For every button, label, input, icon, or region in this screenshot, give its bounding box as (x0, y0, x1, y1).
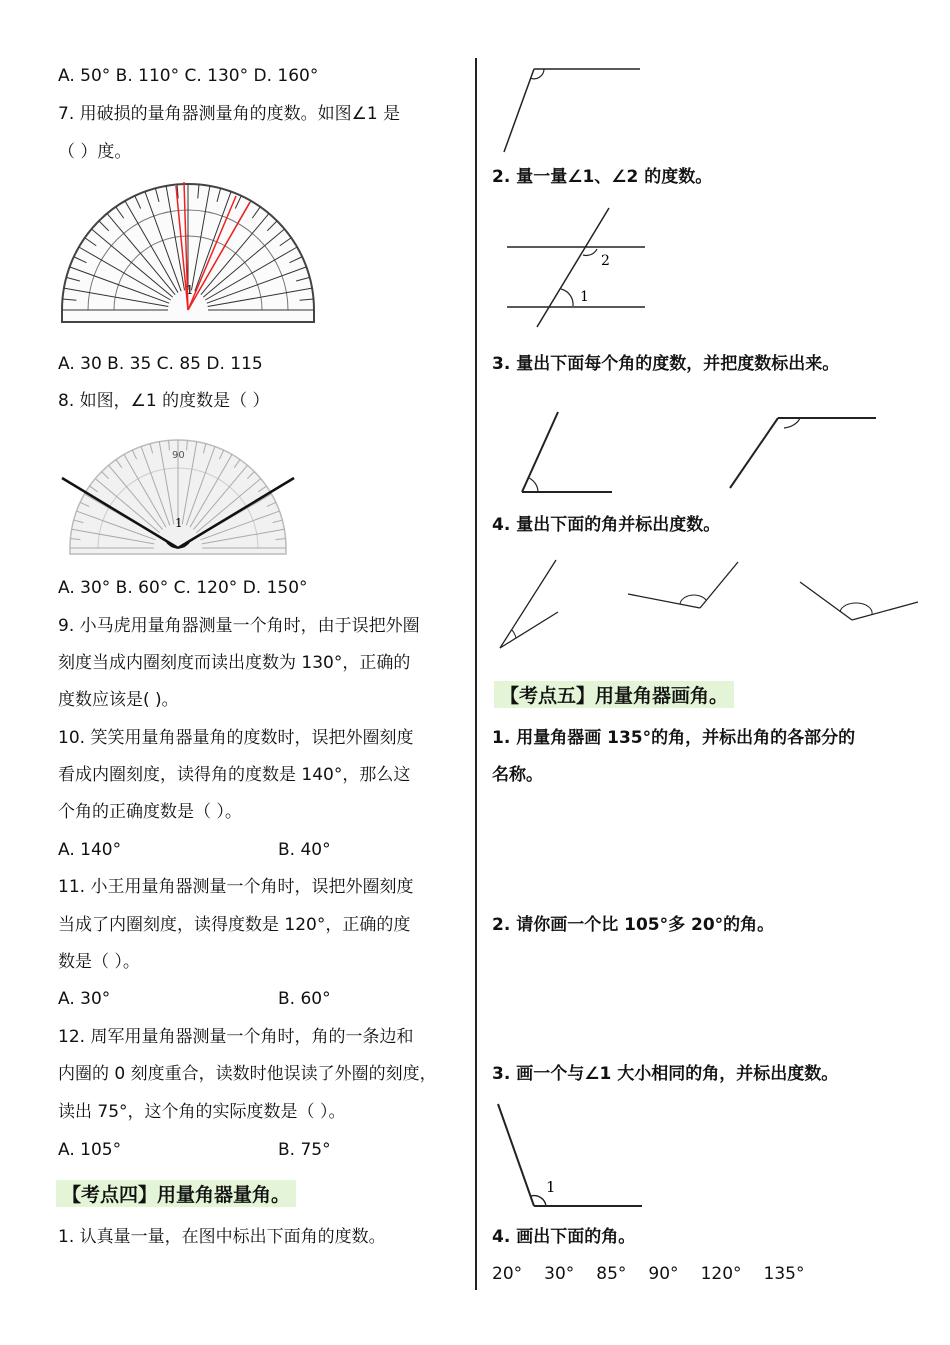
s4-q2-angle-1-label: 1 (580, 289, 589, 305)
s5-q1-line1: 1. 用量角器画 135°的角，并标出角的各部分的 (492, 728, 856, 748)
q9-line2: 刻度当成内圈刻度而读出度数为 130°，正确的 (58, 653, 411, 673)
q7-text-line1: 7. 用破损的量角器测量角的度数。如图∠1 是 (58, 104, 401, 124)
q8-angle-label: 1 (175, 516, 183, 530)
q11-option-b: B. 60° (278, 989, 331, 1009)
q12-line1: 12. 周军用量角器测量一个角时，角的一条边和 (58, 1027, 414, 1047)
q12-option-a: A. 105° (58, 1140, 122, 1160)
s5-q4-angle-135: 135° (763, 1264, 805, 1284)
s4-q4-angle-figure-2 (624, 558, 744, 614)
s5-q4-angle-list (492, 1264, 826, 1284)
q9-line3: 度数应该是( )。 (58, 690, 179, 710)
q7-angle-label: 1 (186, 283, 194, 297)
s5-q4-angle-120: 120° (700, 1264, 742, 1284)
s5-q3-angle-figure (494, 1100, 646, 1212)
q11-line2: 当成了内圈刻度，读得度数是 120°，正确的度 (58, 915, 411, 935)
q7-broken-protractor (58, 182, 318, 327)
q10-line3: 个角的正确度数是（ ）。 (58, 802, 242, 822)
q11-line3: 数是（ ）。 (58, 952, 140, 972)
s5-q4-angle-30: 30° (544, 1264, 575, 1284)
q6-options: A. 50° B. 110° C. 130° D. 160° (58, 66, 319, 86)
q10-line2: 看成内圈刻度，读得角的度数是 140°，那么这 (58, 765, 411, 785)
q10-option-a: A. 140° (58, 840, 122, 860)
s5-q4: 4. 画出下面的角。 (492, 1227, 636, 1247)
q11-line1: 11. 小王用量角器测量一个角时，误把外圈刻度 (58, 877, 414, 897)
s5-q3: 3. 画一个与∠1 大小相同的角，并标出度数。 (492, 1064, 839, 1084)
s4-q2: 2. 量一量∠1、∠2 的度数。 (492, 167, 713, 187)
s4-q3-angle-figure-2 (726, 414, 881, 494)
s4-q2-angle-2-label: 2 (601, 253, 610, 269)
s4-q3: 3. 量出下面每个角的度数，并把度数标出来。 (492, 354, 840, 374)
q10-line1: 10. 笑笑用量角器量角的度数时，误把外圈刻度 (58, 728, 414, 748)
q11-option-a: A. 30° (58, 989, 111, 1009)
section-5-heading: 【考点五】用量角器画角。 (494, 681, 734, 708)
q8-text: 8. 如图，∠1 的度数是（ ） (58, 391, 270, 411)
s5-q2: 2. 请你画一个比 105°多 20°的角。 (492, 915, 775, 935)
q12-line2: 内圈的 0 刻度重合，读数时他误读了外圈的刻度， (58, 1064, 437, 1084)
column-divider (475, 58, 477, 1290)
s4-q2-parallel-lines-figure (505, 205, 647, 330)
s5-q4-angle-90: 90° (648, 1264, 679, 1284)
q8-options: A. 30° B. 60° C. 120° D. 150° (58, 578, 308, 598)
s4-q4-angle-figure-3 (796, 576, 922, 626)
s5-q3-angle-label: 1 (546, 1178, 556, 1196)
q9-line1: 9. 小马虎用量角器测量一个角时，由于误把外圈 (58, 616, 420, 636)
s5-q4-angle-85: 85° (596, 1264, 627, 1284)
s4-q4-angle-figure-1 (496, 556, 562, 652)
q8-protractor (62, 432, 302, 560)
q7-text-line2: （ ）度。 (58, 142, 132, 162)
section-4-heading: 【考点四】用量角器量角。 (56, 1180, 296, 1207)
q8-scale-90: 90 (172, 450, 185, 461)
s4-q1-angle-figure (500, 64, 645, 156)
s4-q3-angle-figure-1 (518, 408, 618, 498)
s4-q4: 4. 量出下面的角并标出度数。 (492, 515, 721, 535)
s4-q1: 1. 认真量一量，在图中标出下面角的度数。 (58, 1227, 386, 1247)
s5-q1-line2: 名称。 (492, 765, 543, 785)
q7-options: A. 30 B. 35 C. 85 D. 115 (58, 354, 263, 374)
q12-line3: 读出 75°，这个角的实际度数是（ ）。 (58, 1102, 346, 1122)
q12-option-b: B. 75° (278, 1140, 331, 1160)
q10-option-b: B. 40° (278, 840, 331, 860)
s5-q4-angle-20: 20° (492, 1264, 523, 1284)
